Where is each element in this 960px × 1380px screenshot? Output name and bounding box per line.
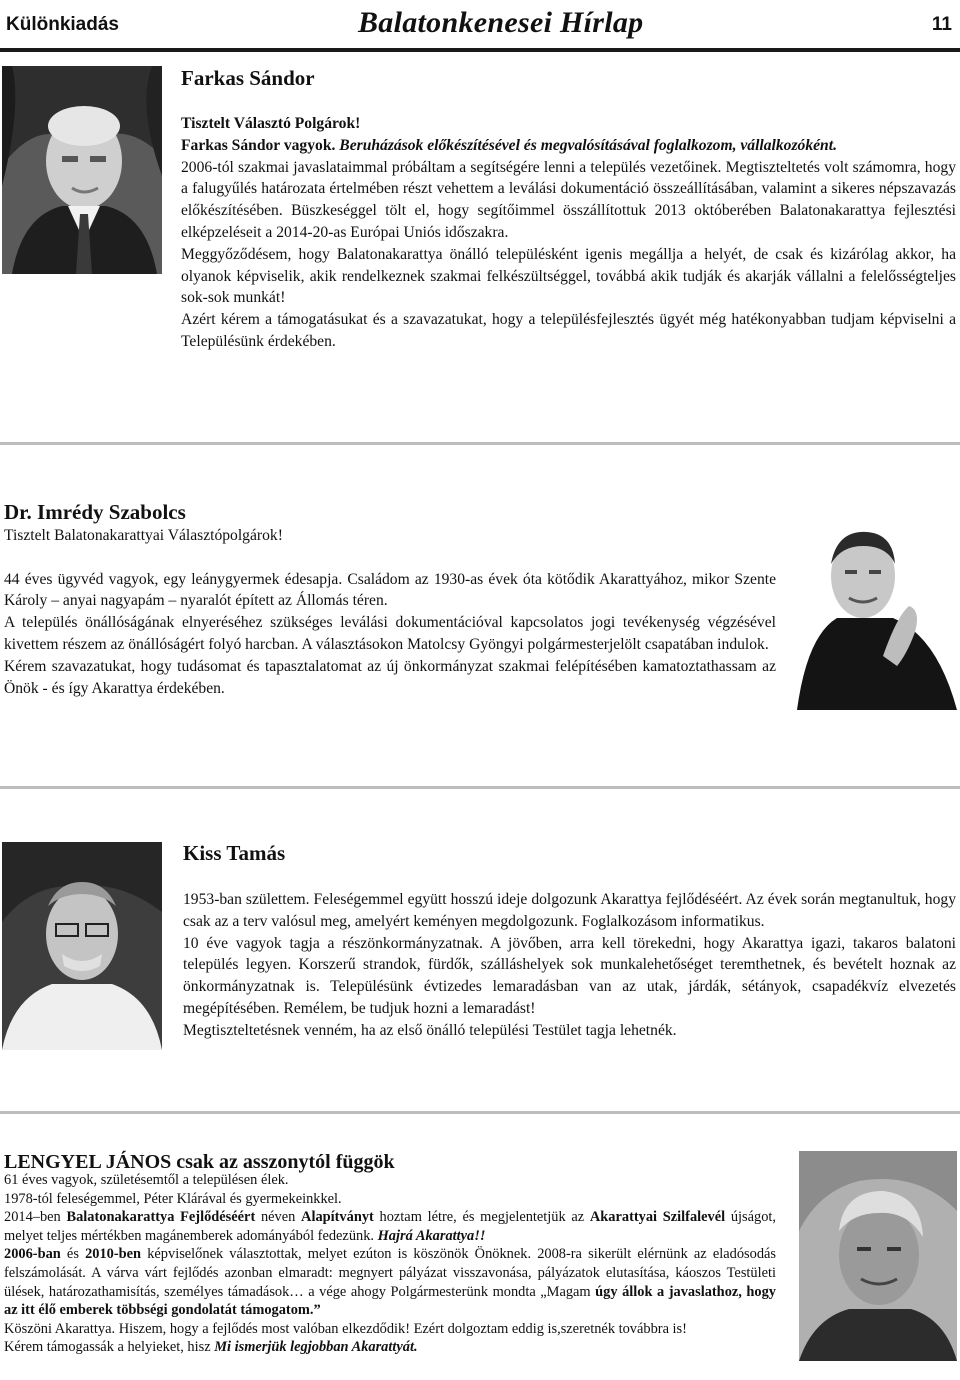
publication-title: Balatonkenesei Hírlap [358, 6, 644, 39]
text-run: néven [255, 1209, 302, 1226]
intro-farkas: Farkas Sándor vagyok. [181, 136, 336, 154]
candidate-name-farkas: Farkas Sándor [181, 66, 315, 90]
section-divider [0, 786, 960, 789]
intro-italic-farkas: Beruházások előkészítésével és megvalósításával foglalkozom, vállalkozóként. [339, 136, 837, 154]
candidate-name-kiss: Kiss Tamás [183, 841, 286, 865]
portrait-kiss [2, 842, 162, 1050]
page-header [0, 0, 960, 48]
section-label: Különkiadás [6, 14, 119, 35]
portrait-imredy [797, 506, 957, 710]
foundation-label: Alapítványt [301, 1209, 374, 1226]
text-run: és [60, 1246, 86, 1263]
section-divider [0, 442, 960, 445]
quote-bold: úgy állok a javaslathoz, hogy az itt élő emberek többségi gondolatát támogatom.” [4, 1283, 776, 1319]
newspaper-name: Akarattyai Szilfalevél [589, 1209, 726, 1226]
portrait-farkas [2, 66, 162, 274]
paragraph-lengyel-4 [4, 1245, 776, 1319]
text-run: 2014–ben [4, 1209, 67, 1226]
paragraph-imredy-1: 44 éves ügyvéd vagyok, egy leánygyermek édesapja. Családom az 1930-as évek óta kötődik Akarattyához, mikor Szente Károly – anyai nagyapám – nyaralót épített az Állomás téren. [4, 570, 776, 610]
candidate-name-lengyel: LENGYEL JÁNOS csak az asszonytól függök [4, 1151, 395, 1173]
text-run: hoztam létre, és megjelentetjük az [373, 1209, 590, 1226]
paragraph-imredy-3: Kérem szavazatukat, hogy tudásomat és tapasztalatomat az új önkormányzat szakmai felépítésében kamatoztathassam az Önök - és így Akarattya érdekében. [4, 657, 776, 697]
paragraph-kiss-3: Megtiszteltetésnek venném, ha az első önálló települési Testület tagja lehetnék. [183, 1021, 677, 1039]
candidate-text-imredy [4, 525, 776, 699]
paragraph-lengyel-3 [4, 1208, 776, 1245]
year-2006: 2006-ban [4, 1246, 61, 1263]
closing-slogan: Mi ismerjük legjobban Akarattyát. [214, 1339, 418, 1356]
quote-open: „Magam [540, 1283, 596, 1300]
text-run: Kérem támogassák a helyieket, hisz [4, 1339, 215, 1356]
candidate-name-imredy: Dr. Imrédy Szabolcs [4, 500, 186, 524]
paragraph-lengyel-5: Köszöni Akarattya. Hiszem, hogy a fejlődés most valóban elkezdődik! Ezért dolgoztam eddig is,szeretnék továbbra is! [4, 1320, 687, 1337]
paragraph-farkas-2: Meggyőződésem, hogy Balatonakarattya önálló településként igenis megállja a helyét, de csak és kizárólag akkor, ha olyanok képviselik, akik rendelkeznek szakmai felkészültséggel, továbbá akik tudják és akarják vállalni a felelősségteljes sok-sok munkát! [181, 245, 956, 307]
paragraph-imredy-2: A település önállóságának elnyeréséhez szükséges leválási dokumentációval kapcsolatos jogi tevékenység végzésével kivettem részem az önállóságért folyó harcban. A választásokon Matolcsy Gyöngyi polgármesterjelölt csapatában indulok. [4, 614, 776, 653]
text-run: újságot, melyet teljes mértékben magánemberek adományából fedezünk. [4, 1209, 777, 1244]
paragraph-lengyel-6 [4, 1338, 776, 1357]
greeting-farkas: Tisztelt Választó Polgárok! [181, 115, 361, 132]
paragraph-kiss-1: 1953-ban születtem. Feleségemmel együtt hosszú ideje dolgozunk Akarattya fejlődéséért. Az évek során megtanultuk, hogy csak az a terv valósul meg, amelyért keményen megdolgozunk. Foglalkozásom informatikus. [183, 891, 956, 930]
header-rule [0, 48, 960, 52]
year-2010: 2010-ben [85, 1246, 142, 1263]
line-lengyel-1: 61 éves vagyok, születésemtől a településen élek. [4, 1172, 289, 1188]
text-run: képviselőnek választottak, melyet ezúton is köszönök Önöknek. 2008-ra sikerült elérnünk az eladósodás felszámolását. A várva várt fejlődés azonban elmaradt: megnyert pályázat visszavonása, pályázatok elutasítása, káoszos Testületi ülések, határozathamisítás, személyes támadások… a vége ahogy Polgármesterünk mondta [4, 1246, 776, 1300]
candidate-text-kiss [183, 889, 956, 1042]
portrait-lengyel [799, 1151, 957, 1361]
paragraph-kiss-2: 10 éve vagyok tagja a részönkormányzatnak. A jövőben, arra kell törekedni, hogy Akarattya igazi, takaros balatoni település legyen. Korszerű strandok, fürdők, szálláshelyek sok munkalehetőséget teremthetnek, és bevételt hoznak az önkormányzatnak is. Településünk évtizedes lemaradásban van az utak, járdák, sétányok, csapadékvíz elvezetés megépítésében. Remélem, be tudjuk hozni a lemaradást! [183, 934, 956, 1017]
foundation-goal: Balatonakarattya Fejlődéséért [66, 1209, 256, 1226]
candidate-text-farkas [181, 113, 956, 353]
greeting-imredy: Tisztelt Balatonakarattyai Választópolgárok! [4, 527, 283, 544]
candidate-text-lengyel [4, 1171, 776, 1357]
paragraph-farkas-3: Azért kérem a támogatásukat és a szavazatukat, hogy a településfejlesztés ügyét még hatékonyabban tudjam képviselni a Településünk érdekében. [181, 311, 956, 350]
slogan: Hajrá Akarattya!! [377, 1227, 486, 1244]
page-number: 11 [931, 14, 952, 35]
section-divider [0, 1111, 960, 1114]
line-lengyel-2: 1978-tól feleségemmel, Péter Klárával és gyermekeinkkel. [4, 1190, 342, 1207]
paragraph-farkas-1: 2006-tól szakmai javaslataimmal próbáltam a segítségére lenni a település vezetőinek. Megtiszteltetés volt számomra, hogy a falugyűlés határozata értelmében részt vehettem a leválási dokumentáció összeállításában, valamint a sikeres népszavazás előkészítésében. Büszkeséggel tölt el, hogy segítőimmel összállítottuk 2013 októberében Balatonakarattya fejlesztési elképzeléseit a 2014-20-as Európai Uniós időszakra. [181, 158, 956, 241]
